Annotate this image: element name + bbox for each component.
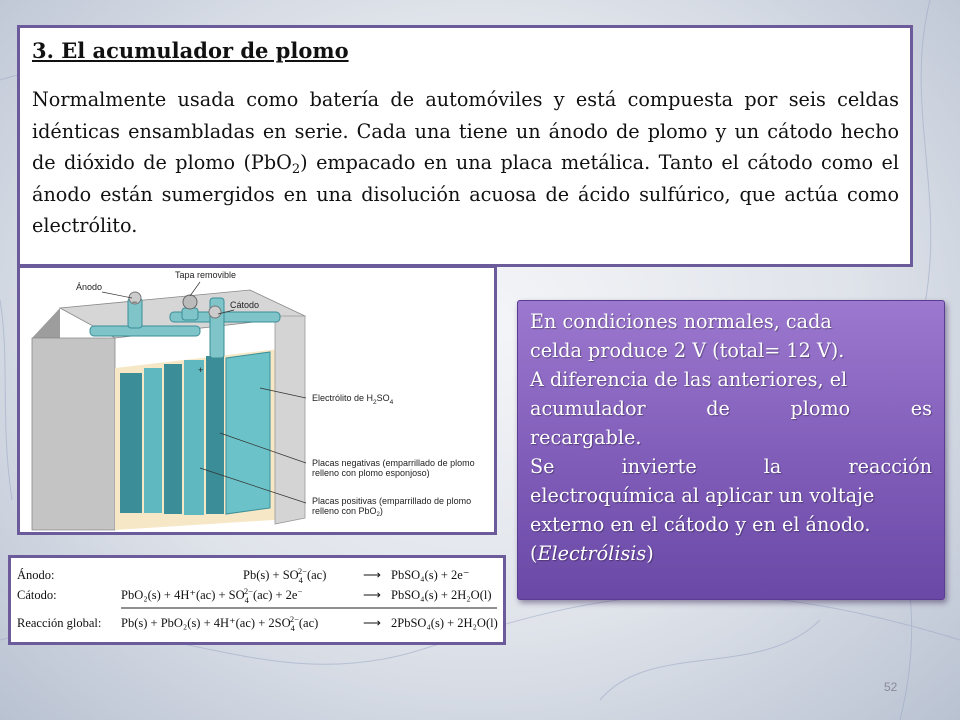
plus-sign: + bbox=[198, 365, 204, 375]
eq-anode-tail: (ac) bbox=[306, 568, 327, 582]
info-line-9-open: ( bbox=[530, 542, 538, 565]
info-line-3: A diferencia de las anteriores, el bbox=[530, 368, 848, 391]
intro-text-box bbox=[17, 25, 913, 267]
eq-anode-right: PbSO₄(s) + 2e⁻ bbox=[391, 568, 470, 582]
info-line-9 bbox=[530, 539, 932, 568]
intro-text-part2: ) empacado en una placa metálica. Tanto el cátodo como el ánodo están sumergidos en una disolución acuosa de ácido sulfúrico, que actúa como electrólito. bbox=[32, 151, 900, 237]
eq-global-sup: 2− bbox=[289, 614, 299, 624]
label-positive-sub: 2 bbox=[376, 512, 380, 518]
eq-global-left-a: Pb(s) + PbO₂(s) + 4H⁺(ac) + 2SO bbox=[121, 616, 291, 630]
equations-table bbox=[11, 558, 503, 642]
eq-global-tail: (ac) bbox=[298, 616, 319, 630]
eq-global-arrow: ⟶ bbox=[363, 616, 381, 630]
label-anode: Ánodo bbox=[76, 282, 103, 292]
equations-box bbox=[8, 555, 506, 645]
eq-anode-left-a: Pb(s) + SO bbox=[243, 568, 299, 582]
eq-cathode-tail: (ac) + 2e bbox=[252, 588, 298, 602]
label-electrolyte-sub2: 4 bbox=[389, 399, 394, 406]
battery-diagram bbox=[20, 268, 494, 532]
label-positive-a: relleno con PbO bbox=[312, 506, 377, 516]
eq-label-global: Reacción global: bbox=[17, 616, 102, 630]
eq-cathode-arrow: ⟶ bbox=[363, 588, 381, 602]
eq-label-cathode: Cátodo: bbox=[17, 588, 57, 602]
cathode-terminal bbox=[209, 306, 221, 318]
eq-cathode-sub: 4 bbox=[244, 595, 249, 605]
battery-figure-box bbox=[17, 265, 497, 535]
info-line-9-close: ) bbox=[646, 542, 654, 565]
info-callout-box bbox=[517, 300, 945, 600]
info-line-2: celda produce 2 V (total= 12 V). bbox=[530, 339, 845, 362]
page-number: 52 bbox=[884, 680, 898, 694]
intro-paragraph bbox=[32, 84, 899, 242]
label-positive-plates-1: Placas positivas (emparrillado de plomo bbox=[312, 496, 472, 506]
label-cathode: Cátodo bbox=[230, 300, 260, 310]
info-line-4: acumulador de plomo es bbox=[530, 397, 932, 420]
info-line-7: electroquímica al aplicar un voltaje bbox=[530, 484, 875, 507]
eq-anode-arrow: ⟶ bbox=[363, 568, 381, 582]
label-electrolyte-a: Electrólito de H bbox=[312, 393, 374, 403]
info-line-5: recargable. bbox=[530, 426, 642, 449]
label-negative-plates-2: relleno con plomo esponjoso) bbox=[312, 468, 430, 478]
casing-right-wall bbox=[275, 316, 305, 524]
label-positive-end: ) bbox=[379, 506, 383, 516]
eq-global-sub: 4 bbox=[290, 623, 295, 633]
intro-text-part1: Normalmente usada como batería de automóviles y está compuesta por seis celdas idénticas ensambladas en serie. Cada una tiene un ánodo de plomo y un cátodo hecho de dióxido de plomo (PbO bbox=[32, 88, 899, 174]
label-electrolyte-sub1: 2 bbox=[373, 399, 377, 406]
casing-front-wall bbox=[32, 338, 115, 530]
label-removable-cap: Tapa removible bbox=[175, 270, 237, 280]
eq-cathode-left-a: PbO₂(s) + 4H⁺(ac) + SO bbox=[121, 588, 245, 602]
eq-anode-sub: 4 bbox=[298, 575, 303, 585]
eq-global-right: 2PbSO₄(s) + 2H₂O(l) bbox=[391, 616, 498, 630]
removable-cap bbox=[183, 295, 197, 309]
minus-sign: − bbox=[132, 297, 138, 307]
info-line-6: Se invierte la reacción bbox=[530, 455, 932, 478]
eq-cathode-electron-sup: − bbox=[297, 586, 303, 596]
info-line-8: externo en el cátodo y en el ánodo. bbox=[530, 513, 871, 536]
eq-cathode-right: PbSO₄(s) + 2H₂O(l) bbox=[391, 588, 492, 602]
info-electrolysis: Electrólisis bbox=[537, 542, 647, 565]
label-electrolyte-b: SO bbox=[376, 393, 390, 403]
eq-cathode-sup: 2− bbox=[243, 586, 253, 596]
label-negative-plates-1: Placas negativas (emparrillado de plomo bbox=[312, 458, 475, 468]
info-line-1: En condiciones normales, cada bbox=[530, 310, 832, 333]
eq-label-anode: Ánodo: bbox=[17, 568, 55, 582]
slide-title: 3. El acumulador de plomo bbox=[32, 38, 349, 63]
intro-subscript: 2 bbox=[291, 161, 301, 177]
eq-anode-sup: 2− bbox=[297, 566, 307, 576]
